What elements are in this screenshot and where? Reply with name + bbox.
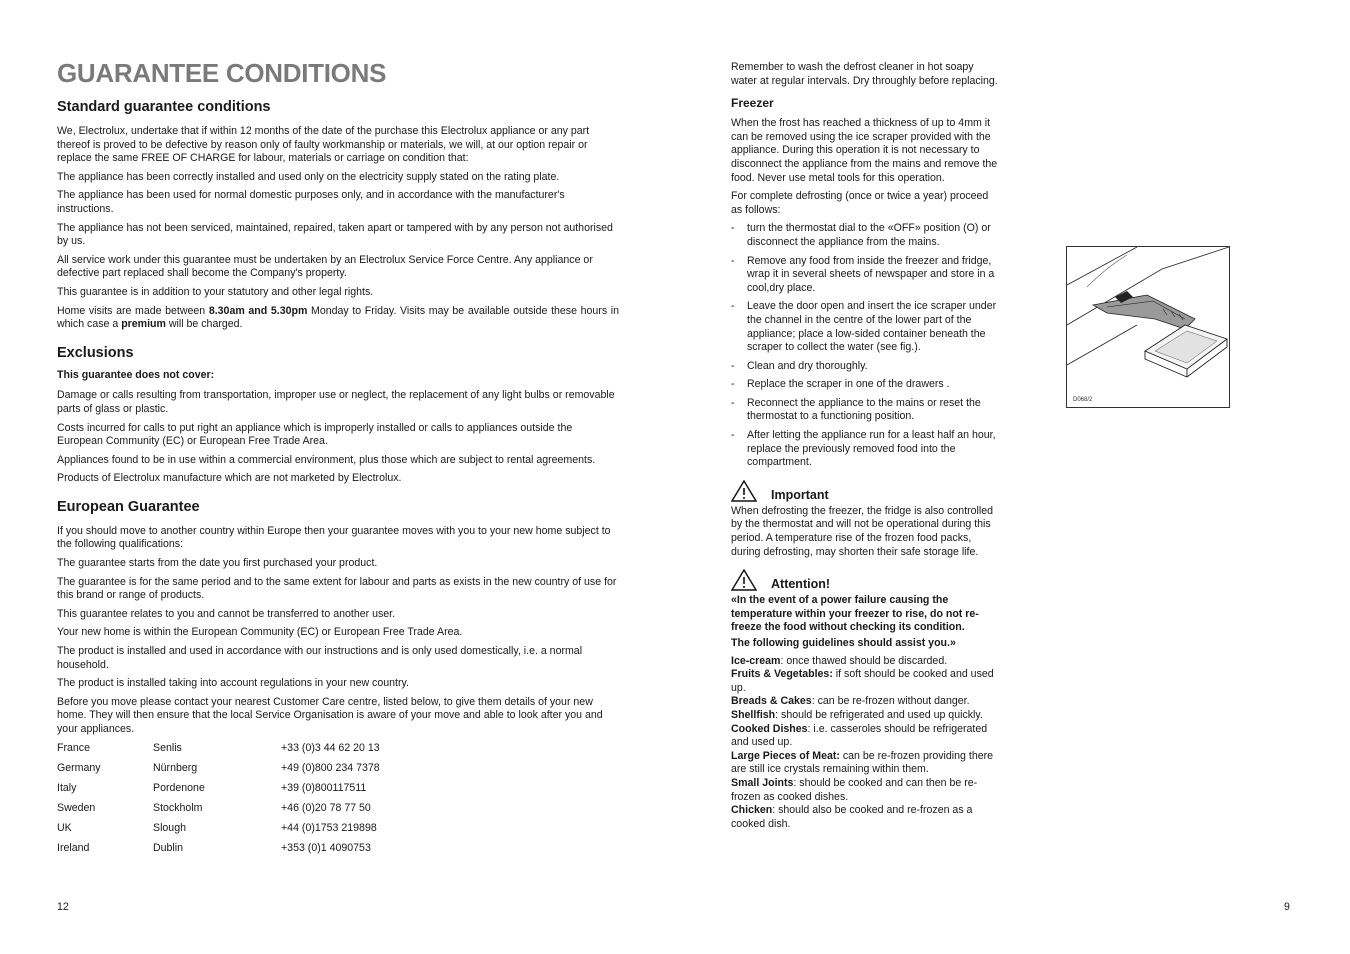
important-header [731,480,999,502]
guideline-text: : can be re-frozen without danger. [811,695,970,708]
paragraph: Costs incurred for calls to put right an appliance which is improperly installed or calls to appliances outside the European Community (EC) or European Free Trade Area. [57,421,573,448]
paragraph: When the frost has reached a thickness of up to 4mm it can be removed using the ice scraper provided with the appliance. During this operation it is not necessary to disconnect the appliance from the mains and remove the food. Never use metal tools for this operation. [731,117,998,184]
guideline-term: Shellfish [731,708,776,721]
right-column [731,61,999,831]
paragraph: The guarantee starts from the date you first purchased your product. [57,557,378,570]
paragraph: Damage or calls resulting from transportation, improper use or neglect, the replacement of any light bulbs or removable parts of glass or plastic. [57,389,615,415]
city-cell: Slough [153,821,186,834]
paragraph: The appliance has been correctly installed and used only on the electricity supply stated on the rating plate. [57,170,560,183]
paragraph: If you should move to another country within Europe then your guarantee moves with you to your new home subject to the following qualifications: [57,524,611,551]
list-item: - Reconnect the appliance to the mains or reset the thermostat to a functioning position. [731,397,999,424]
important-text: When defrosting the freezer, the fridge is also controlled by the thermostat and will not be operational during this period. A temperature rise of the frozen food packs, during defrosting, may shorten their safe storage life. [731,504,994,558]
guideline-item [731,750,999,777]
guideline-text: : should be refrigerated and used up quickly. [775,708,983,721]
scraper-figure [1066,246,1230,408]
guideline-term: Breads & Cakes [731,695,812,708]
guideline-term: Small Joints [731,776,794,789]
left-column [57,58,619,862]
list-item: - Leave the door open and insert the ice scraper under the channel in the centre of the lower part of the appliance; place a low-sided container beneath the scraper to collect the water (see fig.). [731,300,999,354]
visits-hours: 8.30am and 5.30pm [208,304,308,317]
list-item: - turn the thermostat dial to the «OFF» position (O) or disconnect the appliance from the mains. [731,222,999,249]
freezer-heading: Freezer [731,96,774,111]
defrost-steps [731,222,999,470]
paragraph: Appliances found to be in use within a commercial environment, plus those which are subject to rental agreements. [57,453,596,466]
guideline-term: Large Pieces of Meat: [731,749,840,762]
country-cell: Ireland [57,841,90,854]
page-number-left: 12 [57,901,69,913]
warning-icon [731,569,757,591]
country-cell: UK [57,821,72,834]
list-item: - Clean and dry thoroughly. [731,360,999,374]
country-cell: France [57,741,90,754]
attention-text: «In the event of a power failure causing the temperature within your freezer to rise, do not re-freeze the food without checking its condition. [731,594,979,634]
attention-heading: Attention! [771,577,831,592]
phone-cell: +39 (0)800117511 [281,781,367,794]
warning-icon [731,480,757,502]
table-row [57,782,481,802]
page-title: GUARANTEE CONDITIONS [57,58,387,88]
paragraph: The appliance has been used for normal domestic purposes only, and in accordance with the manufacturer's instructions. [57,189,565,215]
exclusions-subheading: This guarantee does not cover: [57,368,215,381]
list-item: - After letting the appliance run for a least half an hour, replace the previously removed food into the compartment. [731,429,999,470]
guideline-term: Ice-cream [731,654,781,667]
guideline-text: can be re-frozen providing there are still ice crystals remaining within them. [731,749,994,776]
guideline-text: : i.e. casseroles should be refrigerated and used up. [731,722,988,749]
guideline-term: Cooked Dishes [731,722,808,735]
exclusions-heading: Exclusions [57,344,134,361]
table-row [57,762,481,782]
guideline-item [731,804,999,831]
paragraph: This guarantee is in addition to your statutory and other legal rights. [57,285,374,298]
intro-paragraph: Remember to wash the defrost cleaner in hot soapy water at regular intervals. Dry throughly before replacing. [731,61,998,87]
guideline-item [731,709,999,723]
country-cell: Sweden [57,801,96,814]
list-item: - Remove any food from inside the freezer and fridge, wrap it in several sheets of newspaper and store in a cool,dry place. [731,255,999,296]
visits-text: Home visits are made between [57,304,209,317]
attention-header [731,569,999,591]
phone-cell: +49 (0)800 234 7378 [281,761,380,774]
paragraph: The product is installed taking into account regulations in your new country. [57,677,409,690]
guideline-item [731,655,999,669]
visits-text: will be charged. [165,318,243,331]
visits-paragraph [57,305,619,332]
guideline-item [731,668,999,695]
standard-heading: Standard guarantee conditions [57,99,271,115]
table-row [57,842,481,862]
guideline-item [731,777,999,804]
guideline-term: Chicken [731,804,773,817]
city-cell: Senlis [153,741,182,754]
paragraph: Your new home is within the European Community (EC) or European Free Trade Area. [57,626,463,639]
paragraph: The product is installed and used in accordance with our instructions and is only used domestically, i.e. a normal household. [57,645,583,671]
guidelines [731,655,999,832]
table-row [57,742,481,762]
table-row [57,822,481,842]
city-cell: Dublin [153,841,184,854]
city-cell: Stockholm [153,801,203,814]
figure-code: D068/2 [1073,397,1093,403]
guideline-text: : should be cooked and can then be re-frozen as cooked dishes. [731,776,978,803]
phone-cell: +44 (0)1753 219898 [281,821,377,834]
visits-premium: premium [121,318,166,331]
paragraph: The guarantee is for the same period and to the same extent for labour and parts as exists in the new country of use for this brand or range of products. [57,575,617,602]
european-heading: European Guarantee [57,498,200,515]
guideline-item [731,695,999,709]
guideline-text: : once thawed should be discarded. [780,654,948,667]
guideline-term: Fruits & Vegetables: [731,668,833,681]
paragraph: The appliance has not been serviced, maintained, repaired, taken apart or tampered with by any person not authorised by us. [57,221,613,248]
city-cell: Pordenone [153,781,205,794]
paragraph: This guarantee relates to you and cannot be transferred to another user. [57,607,396,620]
phone-cell: +46 (0)20 78 77 50 [281,801,371,814]
list-item: - Replace the scraper in one of the drawers . [731,378,999,392]
paragraph: Before you move please contact your nearest Customer Care centre, listed below, to give them details of your new home. They will then ensure that the local Service Organisation is aware of your move and able to look after you and your appliances. [57,695,603,735]
guideline-item [731,723,999,750]
phone-cell: +353 (0)1 4090753 [281,841,371,854]
paragraph: Products of Electrolux manufacture which are not marketed by Electrolux. [57,472,402,485]
paragraph: All service work under this guarantee must be undertaken by an Electrolux Service Force Centre. Any appliance or defective part replaced shall become the Company's property. [57,253,593,280]
paragraph: For complete defrosting (once or twice a year) proceed as follows: [731,190,989,216]
attention-text: The following guidelines should assist you.» [731,637,956,649]
guideline-text: : should also be cooked and re-frozen as a cooked dish. [731,804,973,830]
important-heading: Important [771,487,829,502]
contacts-table [57,742,481,862]
scraper-illustration [1067,247,1229,407]
paragraph: We, Electrolux, undertake that if within 12 months of the date of the purchase this Electrolux appliance or any part thereof is proved to be defective by reason only of faulty workmanship or materials, we will, at our option repair or replace the same FREE OF CHARGE for labour, materials or carriage on condition that: [57,125,590,165]
page-number-right: 9 [1284,901,1290,913]
city-cell: Nürnberg [153,761,198,774]
visits-text: Monday to Friday. Visits may be available outside these hours in which case a [57,304,619,331]
country-cell: Italy [57,781,77,794]
table-row [57,802,481,822]
guideline-text: if soft should be cooked and used up. [731,668,994,694]
phone-cell: +33 (0)3 44 62 20 13 [281,741,380,754]
country-cell: Germany [57,761,101,774]
